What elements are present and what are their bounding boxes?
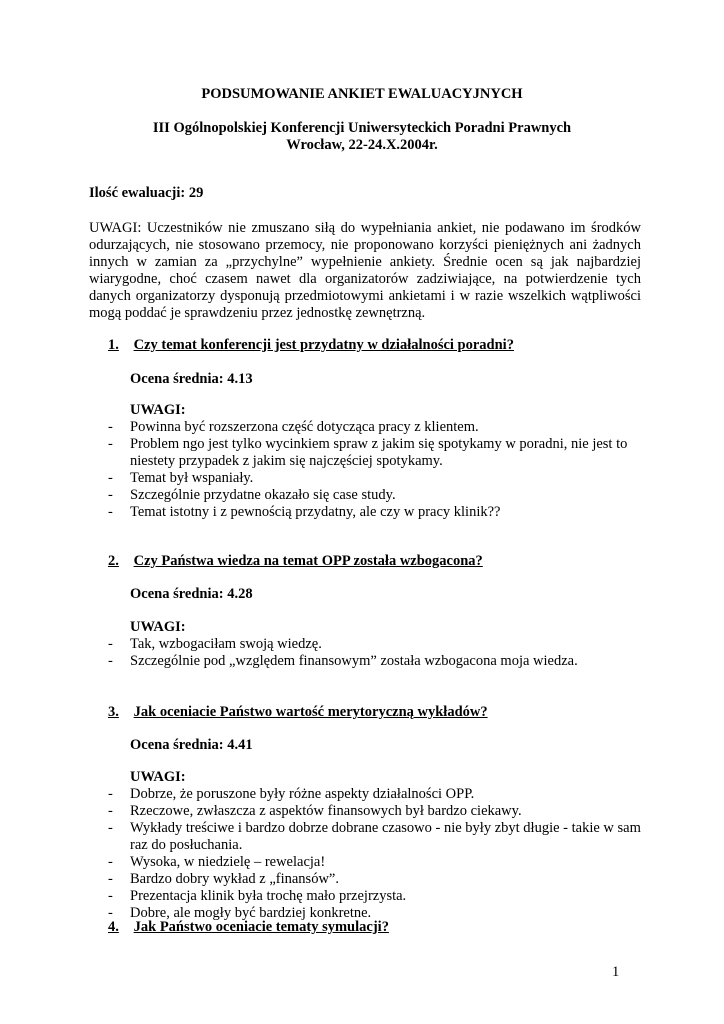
question-text: Jak oceniacie Państwo wartość merytoryczną wykładów? [133, 704, 488, 720]
remark-text: Tak, wzbogaciłam swoją wiedzę. [130, 636, 322, 652]
remarks-label: UWAGI: [130, 619, 186, 635]
bullet-dash: - [108, 636, 113, 652]
average-score: Ocena średnia: 4.41 [130, 737, 253, 753]
remark-text: Prezentacja klinik była trochę mało przejrzysta. [130, 888, 407, 904]
average-score: Ocena średnia: 4.28 [130, 586, 253, 602]
remark-text: Szczególnie przydatne okazało się case study. [130, 487, 396, 503]
remark-text: Dobrze, że poruszone były różne aspekty działalności OPP. [130, 786, 475, 802]
bullet-dash: - [108, 905, 113, 921]
place-date: Wrocław, 22-24.X.2004r. [286, 137, 438, 153]
question-number: 1. [108, 337, 119, 353]
question-heading [108, 919, 389, 936]
remark-text: Powinna być rozszerzona część dotycząca pracy z klientem. [130, 419, 479, 435]
bullet-dash: - [108, 653, 113, 669]
remarks-list [0, 419, 650, 521]
intro-line: innych w zamian za „przychylne” wypełnienie ankiety. Średnie ocen są jak najbardziej [89, 254, 641, 270]
bullet-dash: - [108, 504, 113, 520]
question-text: Czy temat konferencji jest przydatny w działalności poradni? [133, 337, 514, 353]
intro-line: wiarygodne, choć czasem nawet dla organizatorów zadziwiające, na potwierdzenie tych [89, 271, 641, 287]
bullet-dash: - [108, 888, 113, 904]
bullet-dash: - [108, 871, 113, 887]
list-item [0, 871, 650, 888]
remark-text: Temat był wspaniały. [130, 470, 254, 486]
remarks-list [0, 786, 650, 922]
document-title: PODSUMOWANIE ANKIET EWALUACYJNYCH [201, 86, 523, 102]
remark-text: Wysoka, w niedzielę – rewelacja! [130, 854, 326, 870]
list-item [0, 803, 650, 820]
bullet-dash: - [108, 803, 113, 819]
remarks-label: UWAGI: [130, 769, 186, 785]
average-score: Ocena średnia: 4.13 [130, 371, 253, 387]
question-text: Jak Państwo oceniacie tematy symulacji? [133, 919, 389, 935]
question-heading [108, 553, 483, 570]
list-item [0, 636, 650, 653]
list-item [0, 504, 650, 521]
bullet-dash: - [108, 820, 113, 836]
remarks-label: UWAGI: [130, 402, 186, 418]
remarks-list [0, 636, 650, 670]
bullet-dash: - [108, 854, 113, 870]
bullet-dash: - [108, 436, 113, 452]
list-item [0, 820, 650, 854]
bullet-dash: - [108, 786, 113, 802]
intro-line: danych organizatorzy dysponują przedmiotowymi ankietami i w razie wszelkich wątpliwości [89, 288, 641, 304]
question-text: Czy Państwa wiedza na temat OPP została wzbogacona? [133, 553, 483, 569]
bullet-dash: - [108, 470, 113, 486]
conference-name: III Ogólnopolskiej Konferencji Uniwersyteckich Poradni Prawnych [152, 120, 572, 136]
remark-text: Dobre, ale mogły być bardziej konkretne. [130, 905, 372, 921]
question-number: 4. [108, 919, 119, 935]
list-item [0, 470, 650, 487]
list-item [0, 653, 650, 670]
list-item [0, 786, 650, 803]
evaluation-count: Ilość ewaluacji: 29 [89, 185, 204, 201]
list-item [0, 487, 650, 504]
remark-text: Wykłady treściwe i bardzo dobrze dobrane czasowo - nie były zbyt długie - takie w sam raz do posłuchania. [130, 820, 641, 853]
remark-text: Bardzo dobry wykład z „finansów”. [130, 871, 339, 887]
question-heading [108, 337, 514, 354]
intro-paragraph [89, 220, 641, 322]
remark-text: Rzeczowe, zwłaszcza z aspektów finansowych był bardzo ciekawy. [130, 803, 522, 819]
bullet-dash: - [108, 419, 113, 435]
list-item [0, 888, 650, 905]
page-number: 1 [612, 964, 620, 980]
list-item [0, 436, 650, 470]
question-number: 3. [108, 704, 119, 720]
intro-line: mogą poddać je sprawdzeniu przez jednostkę zewnętrzną. [89, 305, 426, 321]
remark-text: Temat istotny i z pewnością przydatny, ale czy w pracy klinik?? [130, 504, 501, 520]
intro-line: odurzających, nie stosowano przemocy, nie proponowano korzyści pieniężnych ani żadnych [89, 237, 641, 253]
remark-text: Problem ngo jest tylko wycinkiem spraw z jakim się spotykamy w poradni, nie jest to niestety przypadek z jakim się najczęściej spotykamy. [130, 436, 628, 469]
question-heading [108, 704, 488, 721]
remark-text: Szczególnie pod „względem finansowym” została wzbogacona moja wiedza. [130, 653, 578, 669]
list-item [0, 854, 650, 871]
list-item [0, 419, 650, 436]
question-number: 2. [108, 553, 119, 569]
intro-line: UWAGI: Uczestników nie zmuszano siłą do wypełniania ankiet, nie podawano im środków [89, 220, 641, 236]
bullet-dash: - [108, 487, 113, 503]
